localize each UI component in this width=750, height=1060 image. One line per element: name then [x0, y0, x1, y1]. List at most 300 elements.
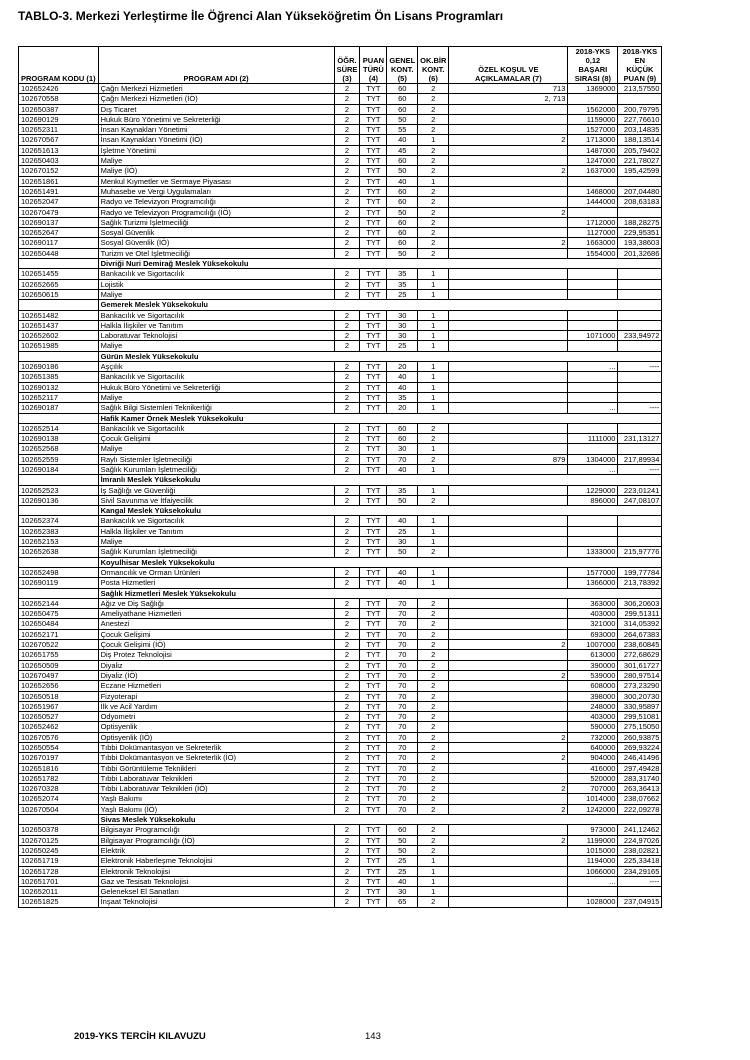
- top-student-quota-cell: 1: [418, 578, 449, 588]
- program-code-cell: 102690138: [19, 434, 99, 444]
- score-type-cell: TYT: [360, 156, 387, 166]
- min-score-cell: [618, 887, 662, 897]
- duration-cell: 2: [334, 876, 360, 886]
- min-score-cell: 280,97514: [618, 670, 662, 680]
- top-student-quota-cell: 1: [418, 403, 449, 413]
- general-quota-cell: 50: [387, 845, 418, 855]
- success-rank-cell: 1304000: [568, 454, 618, 464]
- score-type-cell: TYT: [360, 876, 387, 886]
- table-row: [19, 125, 662, 135]
- header-success-rank: 2018-YKS 0,12 BAŞARI SIRASI (8): [568, 47, 618, 84]
- program-name-cell: Sivil Savunma ve İtfaiyecilik: [98, 495, 334, 505]
- program-name-cell: Muhasebe ve Vergi Uygulamaları: [98, 186, 334, 196]
- program-code-cell: 102652074: [19, 794, 99, 804]
- top-student-quota-cell: 2: [418, 660, 449, 670]
- score-type-cell: TYT: [360, 598, 387, 608]
- section-code-cell: [19, 475, 99, 485]
- success-rank-cell: 1577000: [568, 567, 618, 577]
- program-code-cell: 102652117: [19, 392, 99, 402]
- top-student-quota-cell: 1: [418, 362, 449, 372]
- success-rank-cell: [568, 516, 618, 526]
- success-rank-cell: [568, 176, 618, 186]
- score-type-cell: TYT: [360, 578, 387, 588]
- general-quota-cell: 30: [387, 444, 418, 454]
- score-type-cell: TYT: [360, 887, 387, 897]
- table-row: [19, 640, 662, 650]
- success-rank-cell: 640000: [568, 743, 618, 753]
- header-min-score: 2018-YKS EN KÜÇÜK PUAN (9): [618, 47, 662, 84]
- general-quota-cell: 25: [387, 866, 418, 876]
- top-student-quota-cell: 1: [418, 310, 449, 320]
- success-rank-cell: 1637000: [568, 166, 618, 176]
- general-quota-cell: 40: [387, 176, 418, 186]
- special-conditions-cell: 2: [449, 640, 568, 650]
- program-name-cell: İlk ve Acil Yardım: [98, 701, 334, 711]
- success-rank-cell: [568, 289, 618, 299]
- general-quota-cell: 70: [387, 660, 418, 670]
- special-conditions-cell: [449, 866, 568, 876]
- general-quota-cell: 70: [387, 598, 418, 608]
- program-name-cell: Bilgisayar Programcılığı: [98, 825, 334, 835]
- duration-cell: 2: [334, 84, 360, 94]
- special-conditions-cell: [449, 125, 568, 135]
- table-row: [19, 444, 662, 454]
- duration-cell: 2: [334, 732, 360, 742]
- min-score-cell: 264,67383: [618, 629, 662, 639]
- program-code-cell: 102670497: [19, 670, 99, 680]
- score-type-cell: TYT: [360, 145, 387, 155]
- table-row: [19, 289, 662, 299]
- table-row: [19, 722, 662, 732]
- special-conditions-cell: [449, 372, 568, 382]
- program-code-cell: 102650245: [19, 845, 99, 855]
- duration-cell: 2: [334, 217, 360, 227]
- program-name-cell: Tıbbi Dokümantasyon ve Sekreterlik (İÖ): [98, 753, 334, 763]
- general-quota-cell: 70: [387, 712, 418, 722]
- success-rank-cell: [568, 382, 618, 392]
- special-conditions-cell: 2: [449, 166, 568, 176]
- table-row: [19, 650, 662, 660]
- min-score-cell: [618, 269, 662, 279]
- table-row: [19, 794, 662, 804]
- table-row: [19, 454, 662, 464]
- program-name-cell: Tıbbi Görüntüleme Teknikleri: [98, 763, 334, 773]
- top-student-quota-cell: 1: [418, 331, 449, 341]
- special-conditions-cell: [449, 362, 568, 372]
- min-score-cell: 283,31740: [618, 773, 662, 783]
- min-score-cell: 246,41496: [618, 753, 662, 763]
- general-quota-cell: 70: [387, 763, 418, 773]
- min-score-cell: 195,42599: [618, 166, 662, 176]
- success-rank-cell: 248000: [568, 701, 618, 711]
- program-name-cell: Bilgisayar Programcılığı (İÖ): [98, 835, 334, 845]
- section-row: [19, 475, 662, 485]
- duration-cell: 2: [334, 248, 360, 258]
- duration-cell: 2: [334, 670, 360, 680]
- min-score-cell: 188,13514: [618, 135, 662, 145]
- general-quota-cell: 40: [387, 135, 418, 145]
- top-student-quota-cell: 2: [418, 619, 449, 629]
- general-quota-cell: 50: [387, 114, 418, 124]
- program-name-cell: Bankacılık ve Sigortacılık: [98, 310, 334, 320]
- program-code-cell: 102650387: [19, 104, 99, 114]
- success-rank-cell: [568, 320, 618, 330]
- duration-cell: 2: [334, 434, 360, 444]
- top-student-quota-cell: 2: [418, 835, 449, 845]
- table-row: [19, 845, 662, 855]
- table-row: [19, 856, 662, 866]
- table-row: [19, 320, 662, 330]
- score-type-cell: TYT: [360, 753, 387, 763]
- duration-cell: 2: [334, 804, 360, 814]
- program-name-cell: Bankacılık ve Sigortacılık: [98, 269, 334, 279]
- success-rank-cell: ...: [568, 403, 618, 413]
- general-quota-cell: 60: [387, 94, 418, 104]
- general-quota-cell: 60: [387, 238, 418, 248]
- duration-cell: 2: [334, 773, 360, 783]
- success-rank-cell: [568, 526, 618, 536]
- program-code-cell: 102652011: [19, 887, 99, 897]
- special-conditions-cell: [449, 876, 568, 886]
- min-score-cell: 229,95351: [618, 228, 662, 238]
- program-code-cell: 102651985: [19, 341, 99, 351]
- general-quota-cell: 40: [387, 464, 418, 474]
- min-score-cell: [618, 526, 662, 536]
- score-type-cell: TYT: [360, 341, 387, 351]
- score-type-cell: TYT: [360, 238, 387, 248]
- min-score-cell: 200,79795: [618, 104, 662, 114]
- min-score-cell: 227,76610: [618, 114, 662, 124]
- general-quota-cell: 70: [387, 784, 418, 794]
- duration-cell: 2: [334, 392, 360, 402]
- score-type-cell: TYT: [360, 331, 387, 341]
- program-code-cell: 102651728: [19, 866, 99, 876]
- score-type-cell: TYT: [360, 320, 387, 330]
- special-conditions-cell: 2: [449, 670, 568, 680]
- duration-cell: 2: [334, 289, 360, 299]
- program-name-cell: Hukuk Büro Yönetimi ve Sekreterliği: [98, 382, 334, 392]
- min-score-cell: 299,51311: [618, 609, 662, 619]
- success-rank-cell: [568, 207, 618, 217]
- program-code-cell: 102652602: [19, 331, 99, 341]
- general-quota-cell: 50: [387, 495, 418, 505]
- program-name-cell: Aşçılık: [98, 362, 334, 372]
- table-row: [19, 279, 662, 289]
- table-row: [19, 547, 662, 557]
- program-code-cell: 102650448: [19, 248, 99, 258]
- duration-cell: 2: [334, 228, 360, 238]
- section-row: [19, 259, 662, 269]
- general-quota-cell: 25: [387, 341, 418, 351]
- score-type-cell: TYT: [360, 382, 387, 392]
- program-name-cell: Maliye: [98, 289, 334, 299]
- table-row: [19, 732, 662, 742]
- general-quota-cell: 70: [387, 619, 418, 629]
- general-quota-cell: 70: [387, 609, 418, 619]
- special-conditions-cell: [449, 403, 568, 413]
- success-rank-cell: ...: [568, 876, 618, 886]
- duration-cell: 2: [334, 712, 360, 722]
- special-conditions-cell: [449, 434, 568, 444]
- min-score-cell: 299,51081: [618, 712, 662, 722]
- success-rank-cell: 321000: [568, 619, 618, 629]
- program-code-cell: 102650518: [19, 691, 99, 701]
- special-conditions-cell: [449, 279, 568, 289]
- min-score-cell: 314,05392: [618, 619, 662, 629]
- table-row: [19, 835, 662, 845]
- min-score-cell: [618, 310, 662, 320]
- special-conditions-cell: [449, 794, 568, 804]
- success-rank-cell: 1127000: [568, 228, 618, 238]
- score-type-cell: TYT: [360, 248, 387, 258]
- program-code-cell: 102652656: [19, 681, 99, 691]
- section-title: Divriği Nuri Demirağ Meslek Yüksekokulu: [98, 259, 662, 269]
- min-score-cell: 297,49428: [618, 763, 662, 773]
- header-general-quota: GENEL KONT. (5): [387, 47, 418, 84]
- top-student-quota-cell: 2: [418, 207, 449, 217]
- table-row: [19, 763, 662, 773]
- table-row: [19, 619, 662, 629]
- general-quota-cell: 65: [387, 897, 418, 907]
- top-student-quota-cell: 2: [418, 434, 449, 444]
- table-row: [19, 269, 662, 279]
- top-student-quota-cell: 2: [418, 197, 449, 207]
- duration-cell: 2: [334, 310, 360, 320]
- table-row: [19, 84, 662, 94]
- general-quota-cell: 30: [387, 310, 418, 320]
- general-quota-cell: 70: [387, 701, 418, 711]
- score-type-cell: TYT: [360, 629, 387, 639]
- section-row: [19, 351, 662, 361]
- score-type-cell: TYT: [360, 897, 387, 907]
- score-type-cell: TYT: [360, 279, 387, 289]
- special-conditions-cell: [449, 537, 568, 547]
- duration-cell: 2: [334, 763, 360, 773]
- top-student-quota-cell: 2: [418, 547, 449, 557]
- min-score-cell: 205,79402: [618, 145, 662, 155]
- table-row: [19, 773, 662, 783]
- section-title: Gemerek Meslek Yüksekokulu: [98, 300, 662, 310]
- top-student-quota-cell: 1: [418, 382, 449, 392]
- table-row: [19, 753, 662, 763]
- program-code-cell: 102650484: [19, 619, 99, 629]
- program-code-cell: 102650554: [19, 743, 99, 753]
- special-conditions-cell: [449, 897, 568, 907]
- page-number: 143: [365, 1031, 381, 1042]
- program-name-cell: Ağız ve Diş Sağlığı: [98, 598, 334, 608]
- success-rank-cell: 1366000: [568, 578, 618, 588]
- program-code-cell: 102652144: [19, 598, 99, 608]
- program-name-cell: İnsan Kaynakları Yönetimi: [98, 125, 334, 135]
- special-conditions-cell: [449, 650, 568, 660]
- section-code-cell: [19, 588, 99, 598]
- table-row: [19, 598, 662, 608]
- score-type-cell: TYT: [360, 640, 387, 650]
- success-rank-cell: [568, 444, 618, 454]
- top-student-quota-cell: 2: [418, 238, 449, 248]
- special-conditions-cell: 713: [449, 84, 568, 94]
- duration-cell: 2: [334, 382, 360, 392]
- score-type-cell: TYT: [360, 372, 387, 382]
- program-code-cell: 102690187: [19, 403, 99, 413]
- program-code-cell: 102690132: [19, 382, 99, 392]
- program-code-cell: 102651825: [19, 897, 99, 907]
- program-code-cell: 102670479: [19, 207, 99, 217]
- program-name-cell: Çocuk Gelişimi (İÖ): [98, 640, 334, 650]
- duration-cell: 2: [334, 403, 360, 413]
- duration-cell: 2: [334, 94, 360, 104]
- general-quota-cell: 60: [387, 186, 418, 196]
- success-rank-cell: 904000: [568, 753, 618, 763]
- general-quota-cell: 30: [387, 320, 418, 330]
- duration-cell: 2: [334, 279, 360, 289]
- duration-cell: 2: [334, 578, 360, 588]
- program-code-cell: 102652047: [19, 197, 99, 207]
- program-code-cell: 102652665: [19, 279, 99, 289]
- top-student-quota-cell: 2: [418, 423, 449, 433]
- program-code-cell: 102652514: [19, 423, 99, 433]
- min-score-cell: 203,14835: [618, 125, 662, 135]
- section-row: [19, 588, 662, 598]
- general-quota-cell: 70: [387, 804, 418, 814]
- duration-cell: 2: [334, 650, 360, 660]
- special-conditions-cell: [449, 598, 568, 608]
- min-score-cell: [618, 372, 662, 382]
- program-code-cell: 102650509: [19, 660, 99, 670]
- program-name-cell: Optisyenlik (İÖ): [98, 732, 334, 742]
- program-code-cell: 102651613: [19, 145, 99, 155]
- general-quota-cell: 50: [387, 248, 418, 258]
- special-conditions-cell: 2: [449, 784, 568, 794]
- general-quota-cell: 70: [387, 691, 418, 701]
- program-code-cell: 102670558: [19, 94, 99, 104]
- success-rank-cell: 973000: [568, 825, 618, 835]
- score-type-cell: TYT: [360, 125, 387, 135]
- special-conditions-cell: [449, 681, 568, 691]
- duration-cell: 2: [334, 341, 360, 351]
- min-score-cell: [618, 176, 662, 186]
- top-student-quota-cell: 2: [418, 763, 449, 773]
- score-type-cell: TYT: [360, 773, 387, 783]
- min-score-cell: ----: [618, 876, 662, 886]
- score-type-cell: TYT: [360, 444, 387, 454]
- table-row: [19, 712, 662, 722]
- table-row: [19, 104, 662, 114]
- section-title: Koyulhisar Meslek Yüksekokulu: [98, 557, 662, 567]
- program-name-cell: Sağlık Bilgi Sistemleri Teknikerliği: [98, 403, 334, 413]
- duration-cell: 2: [334, 598, 360, 608]
- min-score-cell: 193,38603: [618, 238, 662, 248]
- table-row: [19, 372, 662, 382]
- section-code-cell: [19, 557, 99, 567]
- special-conditions-cell: [449, 320, 568, 330]
- top-student-quota-cell: 2: [418, 753, 449, 763]
- success-rank-cell: 1111000: [568, 434, 618, 444]
- success-rank-cell: 707000: [568, 784, 618, 794]
- special-conditions-cell: 879: [449, 454, 568, 464]
- duration-cell: 2: [334, 362, 360, 372]
- general-quota-cell: 30: [387, 887, 418, 897]
- score-type-cell: TYT: [360, 825, 387, 835]
- program-code-cell: 102670504: [19, 804, 99, 814]
- success-rank-cell: 1712000: [568, 217, 618, 227]
- table-row: [19, 331, 662, 341]
- top-student-quota-cell: 2: [418, 629, 449, 639]
- min-score-cell: [618, 207, 662, 217]
- min-score-cell: 207,04480: [618, 186, 662, 196]
- general-quota-cell: 20: [387, 403, 418, 413]
- success-rank-cell: 1487000: [568, 145, 618, 155]
- general-quota-cell: 25: [387, 289, 418, 299]
- min-score-cell: [618, 516, 662, 526]
- duration-cell: 2: [334, 114, 360, 124]
- success-rank-cell: [568, 269, 618, 279]
- program-code-cell: 102670328: [19, 784, 99, 794]
- special-conditions-cell: [449, 186, 568, 196]
- table-row: [19, 784, 662, 794]
- min-score-cell: 330,95897: [618, 701, 662, 711]
- duration-cell: 2: [334, 856, 360, 866]
- special-conditions-cell: [449, 269, 568, 279]
- table-row: [19, 464, 662, 474]
- min-score-cell: [618, 341, 662, 351]
- special-conditions-cell: [449, 845, 568, 855]
- table-row: [19, 362, 662, 372]
- program-code-cell: 102670522: [19, 640, 99, 650]
- program-name-cell: Radyo ve Televizyon Programcılığı (İÖ): [98, 207, 334, 217]
- general-quota-cell: 40: [387, 382, 418, 392]
- special-conditions-cell: [449, 341, 568, 351]
- score-type-cell: TYT: [360, 732, 387, 742]
- general-quota-cell: 60: [387, 434, 418, 444]
- table-row: [19, 578, 662, 588]
- duration-cell: 2: [334, 485, 360, 495]
- success-rank-cell: 1229000: [568, 485, 618, 495]
- table-row: [19, 166, 662, 176]
- header-program-name: PROGRAM ADI (2): [98, 47, 334, 84]
- top-student-quota-cell: 2: [418, 794, 449, 804]
- program-code-cell: 102651816: [19, 763, 99, 773]
- table-row: [19, 207, 662, 217]
- min-score-cell: 234,29165: [618, 866, 662, 876]
- top-student-quota-cell: 1: [418, 392, 449, 402]
- program-name-cell: Bankacılık ve Sigortacılık: [98, 372, 334, 382]
- general-quota-cell: 60: [387, 104, 418, 114]
- score-type-cell: TYT: [360, 650, 387, 660]
- score-type-cell: TYT: [360, 537, 387, 547]
- duration-cell: 2: [334, 320, 360, 330]
- general-quota-cell: 70: [387, 650, 418, 660]
- special-conditions-cell: [449, 773, 568, 783]
- duration-cell: 2: [334, 104, 360, 114]
- program-code-cell: 102690184: [19, 464, 99, 474]
- table-row: [19, 691, 662, 701]
- header-duration: ÖĞR. SÜRE (3): [334, 47, 360, 84]
- success-rank-cell: 1527000: [568, 125, 618, 135]
- program-name-cell: Geleneksel El Sanatları: [98, 887, 334, 897]
- program-code-cell: 102690136: [19, 495, 99, 505]
- program-name-cell: Ormancılık ve Orman Ürünleri: [98, 567, 334, 577]
- section-code-cell: [19, 815, 99, 825]
- min-score-cell: 233,94972: [618, 331, 662, 341]
- program-name-cell: Eczane Hizmetleri: [98, 681, 334, 691]
- top-student-quota-cell: 2: [418, 650, 449, 660]
- top-student-quota-cell: 1: [418, 279, 449, 289]
- top-student-quota-cell: 1: [418, 269, 449, 279]
- special-conditions-cell: [449, 104, 568, 114]
- table-row: [19, 897, 662, 907]
- score-type-cell: TYT: [360, 619, 387, 629]
